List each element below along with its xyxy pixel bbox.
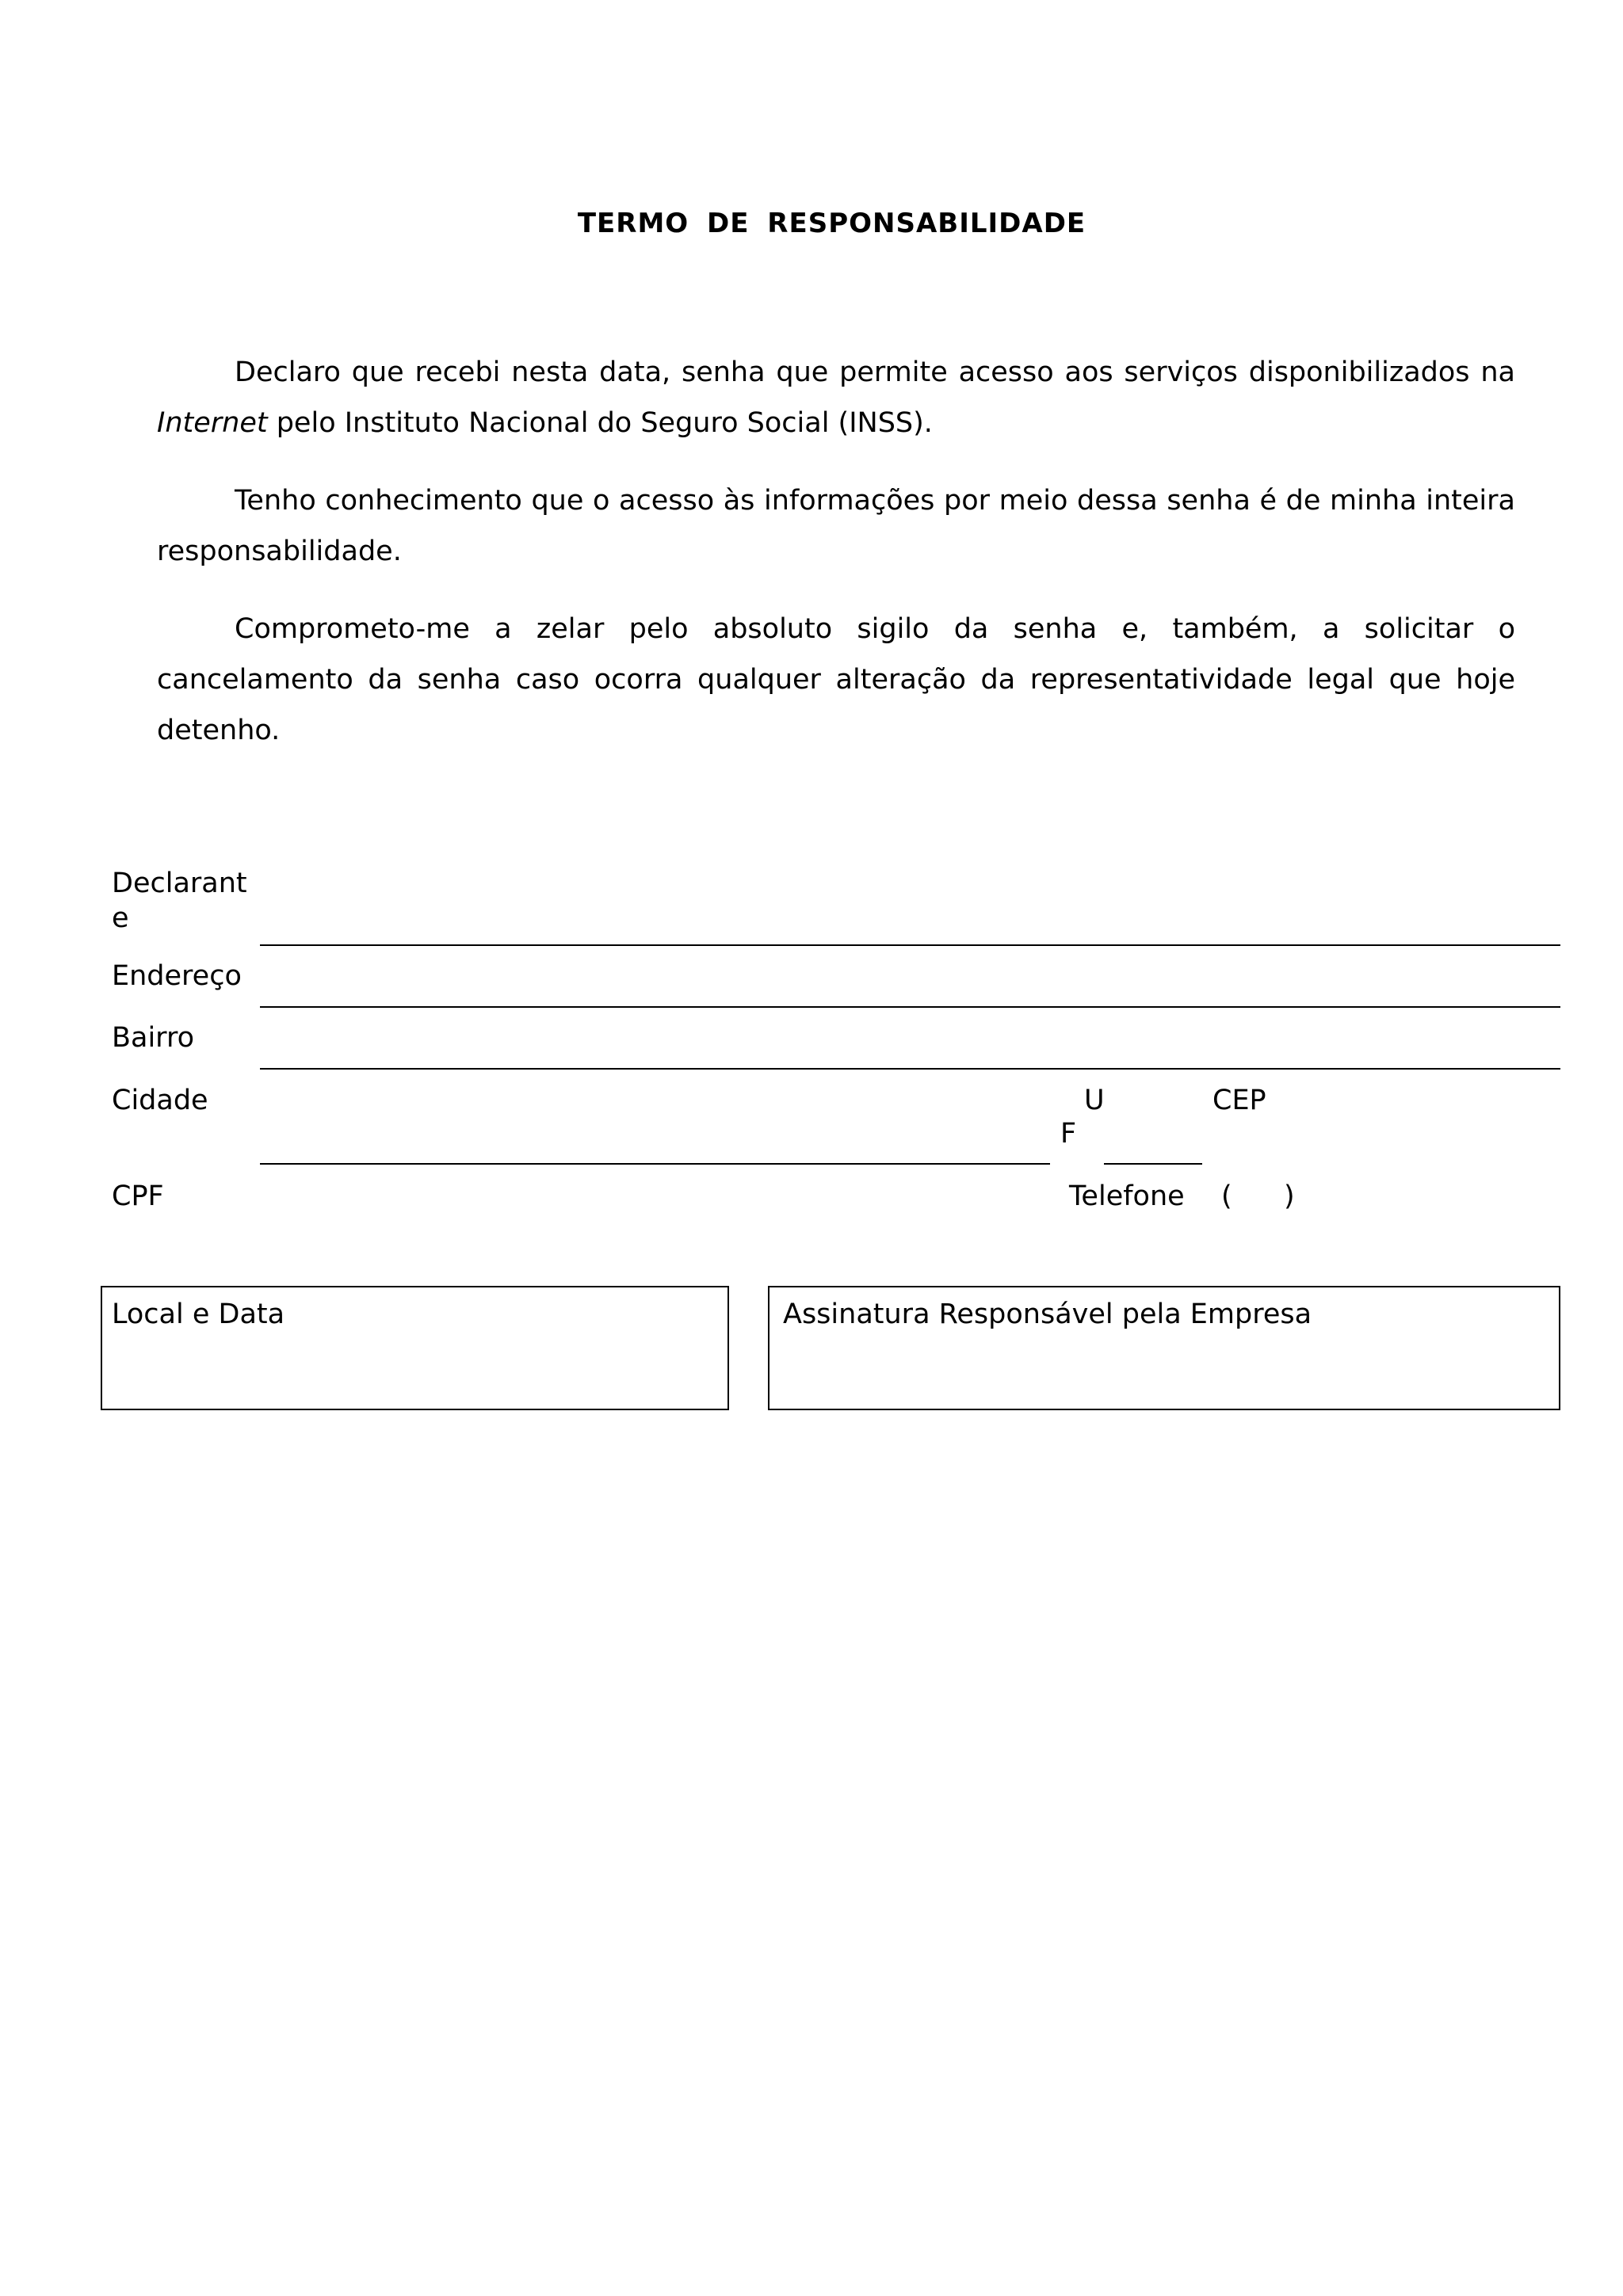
cep-label: CEP xyxy=(1212,1085,1266,1116)
bairro-line[interactable] xyxy=(260,1068,1560,1070)
telefone-area-open: ( xyxy=(1221,1180,1232,1212)
bairro-label: Bairro xyxy=(112,1022,194,1054)
uf-label-line2: F xyxy=(1060,1118,1077,1150)
declarante-label xyxy=(112,866,247,936)
paragraph-declaration xyxy=(157,347,1515,448)
telefone-area-close: ) xyxy=(1284,1180,1295,1212)
paragraph-responsibility: Tenho conhecimento que o acesso às informações por meio dessa senha é de minha inteira responsabilidade. xyxy=(157,485,1515,567)
assinatura-box[interactable] xyxy=(768,1286,1560,1410)
telefone-label: Telefone xyxy=(1069,1180,1185,1212)
cpf-label: CPF xyxy=(112,1180,164,1212)
document-title: TERMO DE RESPONSABILIDADE xyxy=(577,208,1086,239)
internet-italic: Internet xyxy=(157,407,268,439)
paragraph-declaration-end: pelo Instituto Nacional do Seguro Social (INSS). xyxy=(267,407,933,439)
declarante-label-line1: Declarant xyxy=(112,868,247,899)
local-data-box[interactable] xyxy=(101,1286,729,1410)
local-data-label: Local e Data xyxy=(112,1299,285,1330)
cidade-label: Cidade xyxy=(112,1085,208,1116)
paragraph-declaration-start: Declaro que recebi nesta data, senha que permite acesso aos serviços disponibilizados na xyxy=(235,357,1515,388)
uf-line[interactable] xyxy=(1104,1163,1202,1165)
declarante-line[interactable] xyxy=(260,944,1560,946)
endereco-line[interactable] xyxy=(260,1006,1560,1008)
endereco-label: Endereço xyxy=(112,960,242,992)
paragraph-commitment: Comprometo-me a zelar pelo absoluto sigilo da senha e, também, a solicitar o cancelamento da senha caso ocorra qualquer alteração da representatividade legal que hoje detenho. xyxy=(157,613,1515,746)
assinatura-label: Assinatura Responsável pela Empresa xyxy=(783,1299,1312,1330)
declarante-label-line2: e xyxy=(112,902,129,934)
uf-label-line1: U xyxy=(1084,1085,1105,1116)
cidade-line[interactable] xyxy=(260,1163,1050,1165)
